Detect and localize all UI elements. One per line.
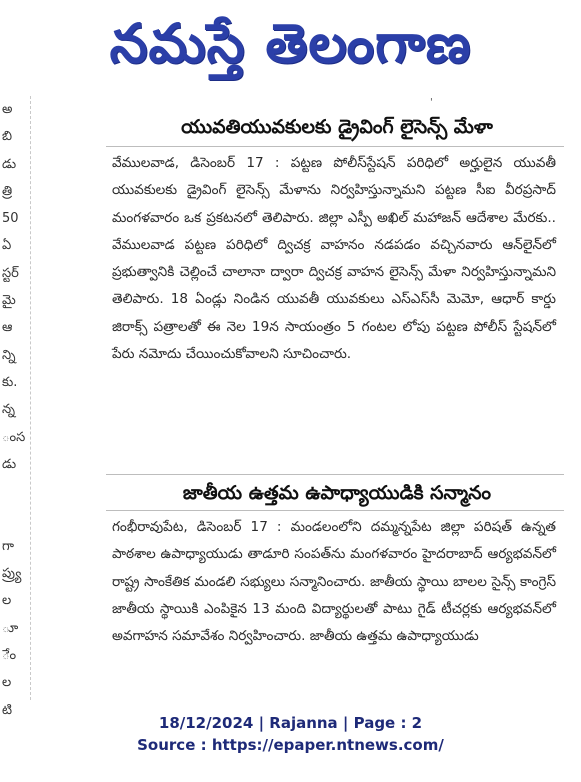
footer-source: Source : https://epaper.ntnews.com/ — [137, 736, 444, 754]
left-column-fragment: న్ని — [2, 347, 16, 363]
masthead-title: నమస్తే తెలంగాణ — [109, 12, 472, 75]
article-headline: జాతీయ ఉత్తమ ఉపాధ్యాయుడికి సన్మానం — [182, 482, 492, 504]
article-headline: యువతియువకులకు డ్రైవింగ్ లైసెన్స్ మేళా — [181, 116, 493, 138]
left-column-fragment: మై — [2, 293, 16, 309]
article-teacher-honour — [106, 478, 568, 508]
left-column-fragment: ంస — [2, 429, 26, 445]
article-body-container — [106, 514, 568, 702]
divider — [106, 146, 564, 147]
left-column-fragment: అ — [2, 102, 13, 117]
left-column-fragment: ల — [2, 675, 12, 691]
left-column-fragment: డు — [2, 456, 17, 472]
left-column-fragment — [0, 505, 30, 532]
left-column-fragment: టి — [2, 702, 13, 718]
footer-date-edition: 18/12/2024 | Rajanna | Page : 2 — [158, 714, 423, 732]
left-column-fragment: ల — [2, 593, 12, 609]
left-column-fragment: త్రి — [2, 183, 13, 199]
left-column-fragment: డు — [2, 156, 17, 172]
masthead — [0, 0, 581, 88]
left-column-fragment: 50 — [2, 211, 19, 227]
left-column-fragment: ఏ — [2, 238, 12, 254]
left-column-fragment: ఆ — [2, 320, 13, 336]
left-column-fragment — [0, 478, 30, 505]
left-column-fragments — [0, 96, 31, 718]
corner-mark: ' — [430, 97, 433, 108]
article-body: వేములవాడ, డిసెంబర్ 17 : పట్టణ పోలీస్‌స్టేషన్ పరిధిలో అర్హులైన యువతీ యువకులకు డ్రైవింగ్ లైసెన్స్ మేళాను నిర్వహిస్తున్నామని పట్టణ సీఐ వీరప్రసాద్ మంగళవారం ఒక ప్రకటనలో తెలిపారు. జిల్లా ఎస్పీ అఖిల్ మహాజన్ ఆదేశాల మేరకు.. వేములవాడ పట్టణ పరిధిలో ద్విచక్ర వాహనం నడపడం వచ్చినవారు ఆన్‌లైన్‌లో ప్రభుత్వానికి చెల్లించే చాలానా ద్వారా ద్విచక్ర వాహన లైసెన్స్ మేళా నిర్వహిస్తున్నామని తెలిపారు. 18 ఏండ్లు నిండిన యువతీ యువకులు ఎస్ఎస్‌సీ మెమో, ఆధార్ కార్డు జిరాక్స్ పత్రాలతో ఈ నెల 19న సాయంత్రం 5 గంటల లోపు పట్టణ పోలీస్ స్టేషన్‌లో పేరు నమోదు చేయించుకోవాలని సూచించారు. — [112, 155, 556, 363]
footer — [0, 712, 581, 756]
left-column-fragment: ప్ర్యు — [2, 566, 22, 582]
divider — [106, 474, 564, 475]
divider — [106, 510, 564, 511]
left-column-fragment: న్న — [2, 402, 15, 418]
left-column-fragment: ేం — [2, 647, 17, 663]
article-driving-licence — [106, 112, 568, 142]
article-body-container — [106, 150, 568, 368]
left-column-fragment: కు. — [2, 374, 18, 390]
left-column-fragment: ూ — [2, 620, 19, 636]
article-body: గంభీరావుపేట, డిసెంబర్ 17 : మండలంలోని దమ్మన్నపేట జిల్లా పరిషత్ ఉన్నత పాఠశాల ఉపాధ్యాయుడు తాడూరి సంపత్‌ను మంగళవారం హైదరాబాద్ ఆర్యభవన్‌లో రాష్ట్ర సాంకేతిక మండలి సభ్యులు సన్మానించారు. జాతీయ స్థాయి బాలల సైన్స్ కాంగ్రెస్ జాతీయ స్థాయికి ఎంపికైన 13 మంది విద్యార్థులతో పాటు గైడ్ టీచర్లకు ఆర్యభవన్‌లో అవగాహన సమావేశం నిర్వహించారు. జాతీయ ఉత్తమ ఉపాధ్యాయుడు — [112, 519, 556, 645]
left-column-fragment: గా — [2, 538, 14, 554]
left-column-fragment: స్టర్ — [2, 265, 19, 281]
left-column-fragment: బి — [2, 129, 13, 145]
